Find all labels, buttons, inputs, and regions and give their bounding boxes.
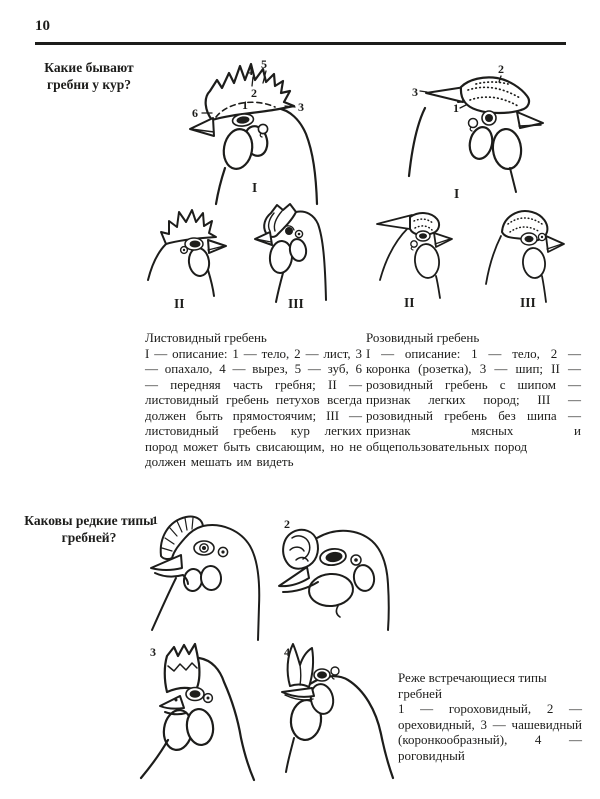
- figure-rose-comb-no-spike-iii: [484, 204, 574, 310]
- caption-leaf-comb: [145, 330, 362, 470]
- caption-rare-title: Реже встречающиеся типы гребней: [398, 670, 547, 701]
- rose-numeral-iii: III: [520, 295, 536, 310]
- figure-rose-comb-spike-ii: [374, 204, 458, 310]
- caption-rose-title: Розовидный гребень: [366, 330, 480, 345]
- rose-callout-2: 2: [498, 62, 504, 76]
- walnut-comb-drawing: [279, 530, 389, 630]
- figure-rose-comb-main: [368, 60, 580, 204]
- figure-walnut-comb: [276, 510, 404, 652]
- rose-comb-head-drawing: [409, 76, 543, 192]
- leaf-callout-1: 1: [242, 98, 248, 112]
- rose-comb-no-spike-drawing: [486, 211, 564, 302]
- caption-leaf-body: I — описание: 1 — тело, 2 — лист, 3 — опахало, 4 — вырез, 5 — зуб, 6 — передняя часть гребня; II — листовидный гребень петухов всегда должен быть прямостоячим; III — листовидный гребень кур легких пород может быть свисающим, но не должен мешать им видеть: [145, 345, 362, 469]
- rose-comb-spike-drawing: [377, 213, 452, 298]
- rose-callout-1: 1: [453, 101, 459, 115]
- figure-cup-comb: [138, 642, 298, 794]
- caption-rare-body: 1 — гороховидный, 2 — ореховидный, 3 — чашевидный (коронкообразный), 4 — роговидный: [398, 701, 582, 763]
- drooping-leaf-comb-drawing: [255, 204, 326, 302]
- caption-rare-combs: [398, 670, 582, 763]
- rose-numeral-ii: II: [404, 295, 415, 310]
- page-number: 10: [35, 18, 50, 34]
- figure-leaf-comb-hen-iii: [252, 200, 344, 312]
- rare-number-1: 1: [152, 513, 158, 527]
- rare-number-3: 3: [150, 645, 156, 659]
- caption-rose-body: I — описание: 1 — тело, 2 — коронка (розетка), 3 — шип; II — розовидный гребень с шипом — признак легких пород; III — розовидный гребень без шипа — признак мясных и общепользовательных пород: [366, 345, 581, 454]
- pea-comb-drawing: [151, 516, 259, 640]
- rare-number-2: 2: [284, 517, 290, 531]
- rare-number-4: 4: [284, 645, 290, 659]
- figure-horn-comb: [280, 642, 398, 794]
- margin-question-comb-types: Какие бывают гребни у кур?: [44, 60, 134, 92]
- header-rule: [35, 42, 566, 45]
- leaf-numeral-iii: III: [288, 296, 304, 311]
- figure-pea-comb: [146, 506, 274, 642]
- leaf-callout-5: 5: [261, 57, 267, 71]
- leaf-callout-2: 2: [251, 86, 257, 100]
- horn-comb-drawing: [282, 644, 393, 778]
- margin-question-rare-combs: Каковы редкие типы гребней?: [24, 513, 154, 545]
- rose-callout-3: 3: [412, 85, 418, 99]
- leaf-callout-4: 4: [247, 64, 253, 78]
- leaf-callout-3: 3: [298, 100, 304, 114]
- figure-leaf-comb-main: [140, 56, 360, 204]
- leaf-callout-6: 6: [192, 106, 198, 120]
- leaf-numeral-ii: II: [174, 296, 185, 311]
- cup-comb-drawing: [141, 644, 254, 780]
- caption-leaf-title: Листовидный гребень: [145, 330, 267, 345]
- rose-numeral-i: I: [454, 186, 460, 201]
- leaf-numeral-i: I: [252, 180, 258, 195]
- caption-rose-comb: [366, 330, 581, 454]
- upright-leaf-comb-drawing: [148, 210, 226, 296]
- figure-leaf-comb-rooster-ii: [146, 200, 258, 312]
